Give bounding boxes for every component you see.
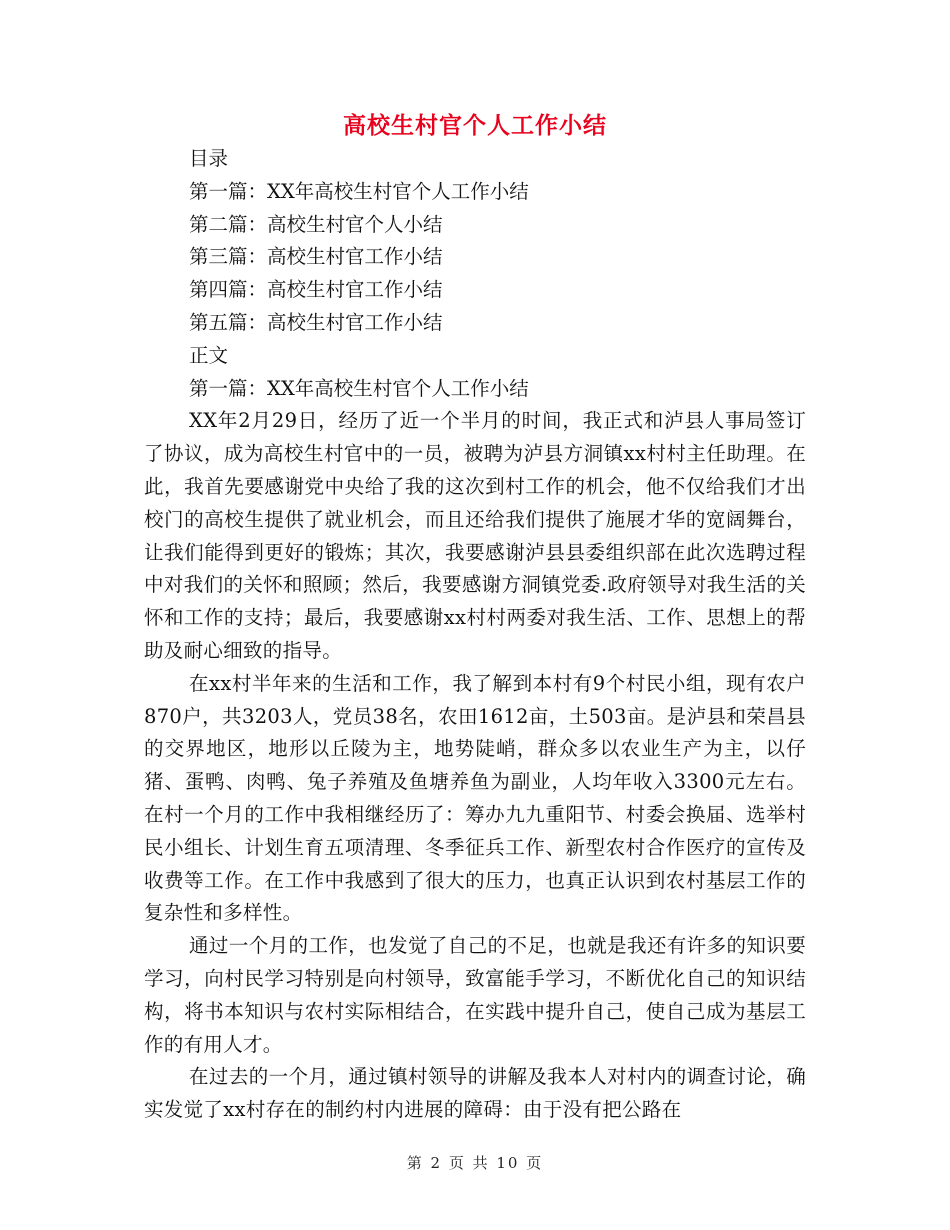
- paragraph-2: 在xx村半年来的生活和工作，我了解到本村有9个村民小组，现有农户870户，共3203人，党员38名，农田1612亩，土503亩。是泸县和荣昌县的交界地区，地形以丘陵为主，地势陡峭，群众多以农业生产为主，以仔猪、蛋鸭、肉鸭、兔子养殖及鱼塘养鱼为副业，人均年收入3300元左右。在村一个月的工作中我相继经历了：筹办九九重阳节、村委会换届、选举村民小组长、计划生育五项清理、冬季征兵工作、新型农村合作医疗的宣传及收费等工作。在工作中我感到了很大的压力，也真正认识到农村基层工作的复杂性和多样性。: [144, 671, 806, 925]
- paragraph-4: 在过去的一个月，通过镇村领导的讲解及我本人对村内的调查讨论，确实发觉了xx村存在的制约村内进展的障碍：由于没有把公路在: [144, 1065, 806, 1122]
- paragraph-3: 通过一个月的工作，也发觉了自己的不足，也就是我还有许多的知识要学习，向村民学习特别是向村领导，致富能手学习，不断优化自己的知识结构，将书本知识与农村实际相结合，在实践中提升自己，使自己成为基层工作的有用人才。: [144, 934, 806, 1056]
- paragraph-1: XX年2月29日，经历了近一个半月的时间，我正式和泸县人事局签订了协议，成为高校生村官中的一员，被聘为泸县方洞镇xx村村主任助理。在此，我首先要感谢党中央给了我的这次到村工作的机会，他不仅给我们才出校门的高校生提供了就业机会，而且还给我们提供了施展才华的宽阔舞台，让我们能得到更好的锻炼；其次，我要感谢泸县县委组织部在此次选聘过程中对我们的关怀和照顾；然后，我要感谢方洞镇党委.政府领导对我生活的关怀和工作的支持；最后，我要感谢xx村村两委对我生活、工作、思想上的帮助及耐心细致的指导。: [144, 409, 806, 662]
- page-footer: 第 2 页 共 10 页: [406, 1154, 544, 1172]
- toc-item-1: 第一篇：XX年高校生村官个人工作小结: [189, 179, 529, 203]
- toc-item-5: 第五篇：高校生村官工作小结: [189, 310, 443, 334]
- toc-item-4: 第四篇：高校生村官工作小结: [189, 278, 443, 302]
- toc-heading: 目录: [189, 147, 229, 170]
- toc-item-3: 第三篇：高校生村官工作小结: [189, 245, 443, 269]
- body-heading: 正文: [189, 343, 229, 367]
- toc-item-2: 第二篇：高校生村官个人小结: [189, 212, 443, 236]
- section-heading: 第一篇：XX年高校生村官个人工作小结: [189, 376, 529, 400]
- document-body: [144, 143, 806, 1127]
- document-title: 高校生村官个人工作小结: [343, 113, 607, 139]
